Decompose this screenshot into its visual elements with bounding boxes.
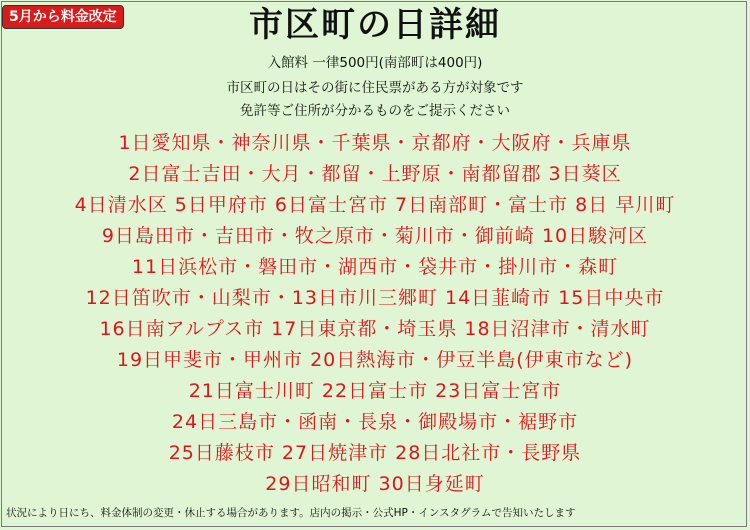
schedule-line: 4日清水区 5日甲府市 6日富士宮市 7日南部町・富士市 8日 早川町: [74, 194, 676, 216]
page-title: 市区町の日詳細: [249, 5, 501, 45]
footer-notice: 状況により日にち、料金体制の変更・休止する場合があります。店内の掲示・公式HP・インスタグラムで告知いたします: [6, 507, 576, 519]
schedule-line: 24日三島市・函南・長泉・御殿場市・裾野市: [171, 411, 579, 433]
schedule-line: 25日藤枝市 27日焼津市 28日北社市・長野県: [168, 442, 582, 464]
id-requirement-text: 免許等ご住所が分かるものをご提示ください: [240, 103, 510, 119]
schedule-line: 12日笛吹市・山梨市・13日市川三郷町 14日韮崎市 15日中央市: [85, 287, 665, 309]
eligibility-text: 市区町の日はその街に住民票がある方が対象です: [226, 80, 524, 96]
schedule-line: 9日島田市・吉田市・牧之原市・菊川市・御前崎 10日駿河区: [101, 225, 649, 247]
schedule-line: 29日昭和町 30日身延町: [265, 473, 485, 495]
price-change-badge: 5月から料金改定: [2, 5, 124, 29]
schedule-list: [0, 128, 750, 500]
schedule-line: 11日浜松市・磐田市・湖西市・袋井市・掛川市・森町: [131, 256, 619, 278]
schedule-line: 19日甲斐市・甲州市 20日熱海市・伊豆半島(伊東市など): [116, 349, 634, 371]
schedule-line: 21日富士川町 22日富士市 23日富士宮市: [188, 380, 562, 402]
admission-fee-text: 入館料 一律500円(南部町は400円): [267, 55, 483, 71]
schedule-line: 1日愛知県・神奈川県・千葉県・京都府・大阪府・兵庫県: [118, 132, 632, 154]
schedule-line: 2日富士吉田・大月・都留・上野原・南都留郡 3日葵区: [128, 163, 622, 185]
schedule-line: 16日南アルプス市 17日東京都・埼玉県 18日沼津市・清水町: [99, 318, 651, 340]
